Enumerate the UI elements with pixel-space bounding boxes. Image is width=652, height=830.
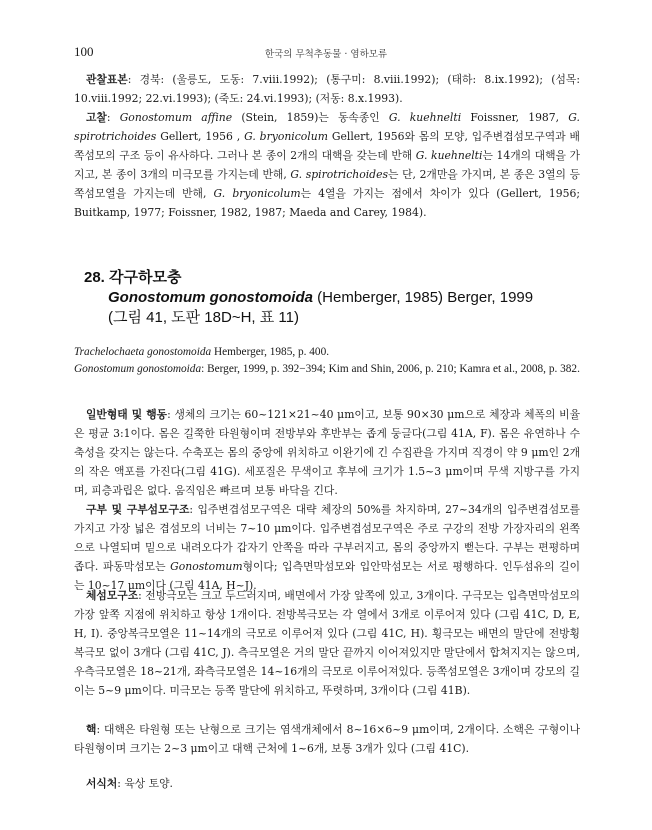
- synonym-name: Trachelochaeta gonostomoida: [74, 346, 212, 358]
- cirri-text: : 전방극모는 크고 두드러지며, 배면에서 가장 앞쪽에 있고, 3개이다. 구극모는 입측면막섬모의 가장 앞쪽 지점에 위치하고 항상 1개이다. 전방복극모는 각 열에서 3개로 이루어져 있다 (그림 41C, D, E, H, I). 중앙복극모열은 11~14개의 극모로 이루어져 있다 (그림 41C, H). 횡극모는 배면의 말단에 전방횡복극모 없이 3개다 (그림 41C, J). 측극모열은 거의 말단 끝까지 이어져있지만 말단에서 합쳐지지는 않으며, 우측극모열은 18~21개, 좌측극모열은 14~16개의 극모로 이루어져있다. 등쪽섬모열은 3개이며 강모의 길이는 5~9 μm이다. 미극모는 등쪽 말단에 위치하고, 뚜렷하며, 3개이다 (그림 41B).: [74, 589, 580, 697]
- habitat-label: 서식처: [86, 777, 118, 790]
- taxon-name: Gonostomum affine: [119, 111, 233, 124]
- taxon-name: G. kuehnelti: [388, 111, 462, 124]
- remarks-text: Gellert, 1956 ,: [156, 130, 245, 143]
- general-morphology-paragraph: [74, 405, 580, 500]
- oral-apparatus-paragraph: [74, 500, 580, 595]
- species-scientific-name: Gonostomum gonostomoida: [108, 289, 313, 306]
- synonym-citation: : Berger, 1999, p. 392−394; Kim and Shin, 2006, p. 210; Kamra et al., 2008, p. 382.: [201, 363, 580, 375]
- cirri-label: 체섬모구조: [86, 589, 139, 602]
- page-number: 100: [74, 44, 94, 59]
- material-text: : 경북: (울릉도, 도동: 7.viii.1992); (통구미: 8.viii.1992); (태하: 8.ix.1992); (섬목: 10.viii.1992; 22.vi.1993); (죽도: 24.vi.1993); (저동: 8.x.1993).: [74, 73, 580, 105]
- taxon-name: G. kuehnelti: [415, 149, 483, 162]
- remarks-label: 고찰: [86, 111, 107, 124]
- species-heading: [84, 268, 564, 328]
- habitat-paragraph: [74, 774, 580, 793]
- taxon-name: G. spirotrichoides: [74, 111, 580, 143]
- mouth-text: 형이다; 입측면막섬모와 입안막섬모는 서로 평행하다. 인두섬유의 길이는 10~17 μm이다 (그림 41A, H~J).: [74, 560, 580, 592]
- running-title: 한국의 무척추동물 · 염하모류: [264, 49, 388, 60]
- species-authority: (Hemberger, 1985) Berger, 1999: [312, 289, 534, 306]
- species-number-title: 28. 각구하모충: [84, 269, 182, 286]
- remarks-text: 는 4열을 가지는 점에서 차이가 있다 (Gellert, 1956; Buitkamp, 1977; Foissner, 1982, 1987; Maeda and Carey, 1984).: [74, 187, 580, 219]
- remarks-text: Gellert, 1956와 몸의 모양, 입주변겹섬모구역과 배쪽섬모의 구조 등이 유사하다. 그러나 본 종이 2개의 대핵을 갖는데 반해: [74, 130, 580, 162]
- ciliature-paragraph: [74, 586, 580, 700]
- taxon-name: G. bryonicolum: [213, 187, 301, 200]
- mouth-text: : 입주변겹섬모구역은 대략 체장의 50%를 차지하며, 27~34개의 입주변겹섬모를 가지고 가장 넓은 겹섬모의 너비는 7~10 μm이다. 입주변겹섬모구역은 주로 구강의 전방 가장자리의 왼쪽으로 나열되며 밑으로 내려오다가 갑자기 안쪽을 따라 구부러지고, 몸의 중앙까지 뻗는다. 구부는 편평하며 좁다. 파동막섬모는: [74, 503, 580, 573]
- remarks-paragraph: [74, 108, 580, 222]
- page-header: [74, 44, 578, 60]
- synonym-citation: Hemberger, 1985, p. 400.: [211, 346, 330, 358]
- remarks-text: :: [106, 111, 120, 124]
- general-label: 일반형태 및 행동: [86, 408, 168, 421]
- taxon-name: Gonostomum: [170, 560, 243, 573]
- remarks-text: Foissner, 1987,: [461, 111, 569, 124]
- synonym-name: Gonostomum gonostomoida: [74, 363, 202, 375]
- remarks-text: 는 단, 2개만을 가지며, 본 종은 3열의 등쪽섬모열을 가지는데 반해,: [74, 168, 581, 200]
- species-name-line: [84, 288, 564, 308]
- material-label: 관찰표본: [86, 73, 128, 86]
- mouth-label: 구부 및 구부섬모구조: [86, 503, 190, 516]
- habitat-text: : 육상 토양.: [117, 777, 173, 790]
- material-paragraph: [74, 70, 580, 108]
- remarks-text: 는 14개의 대핵을 가지고, 본 종이 3개의 미극모를 가지는데 반해,: [74, 149, 580, 181]
- taxon-name: G. bryonicolum: [244, 130, 328, 143]
- synonym-reference: [74, 344, 590, 361]
- taxon-name: G. spirotrichoides: [290, 168, 389, 181]
- nucleus-paragraph: [74, 720, 580, 758]
- species-figure-ref: (그림 41, 도판 18D~H, 표 11): [108, 309, 299, 326]
- nucleus-label: 핵: [86, 723, 97, 736]
- synonym-reference: [74, 361, 590, 378]
- general-text: : 생체의 크기는 60~121×21~40 μm이고, 보통 90×30 μm으로 체장과 체폭의 비율은 평균 3:1이다. 몸은 길쭉한 타원형이며 전방부와 후반부는 좁게 둥글다(그림 41A, F). 몸은 유연하나 수축성을 갖지는 않는다. 수축포는 몸의 중앙에 위치하고 이완기에 긴 수집관을 가지며 직경이 약 9 μm인 2개의 작은 액포를 가진다(그림 41G). 세포질은 무색이고 후부에 크기가 1.5~3 μm이며 무색 지방구를 가지며, 피층과립은 없다. 움직임은 빠르며 보통 바닥을 긴다.: [74, 408, 580, 497]
- nucleus-text: : 대핵은 타원형 또는 난형으로 크기는 염색개체에서 8~16×6~9 μm이며, 2개이다. 소핵은 구형이나 타원형이며 크기는 2~3 μm이고 대핵 근처에 1~6개, 보통 3개가 있다 (그림 41C).: [74, 723, 580, 755]
- remarks-text: (Stein, 1859)는 동속종인: [232, 111, 389, 124]
